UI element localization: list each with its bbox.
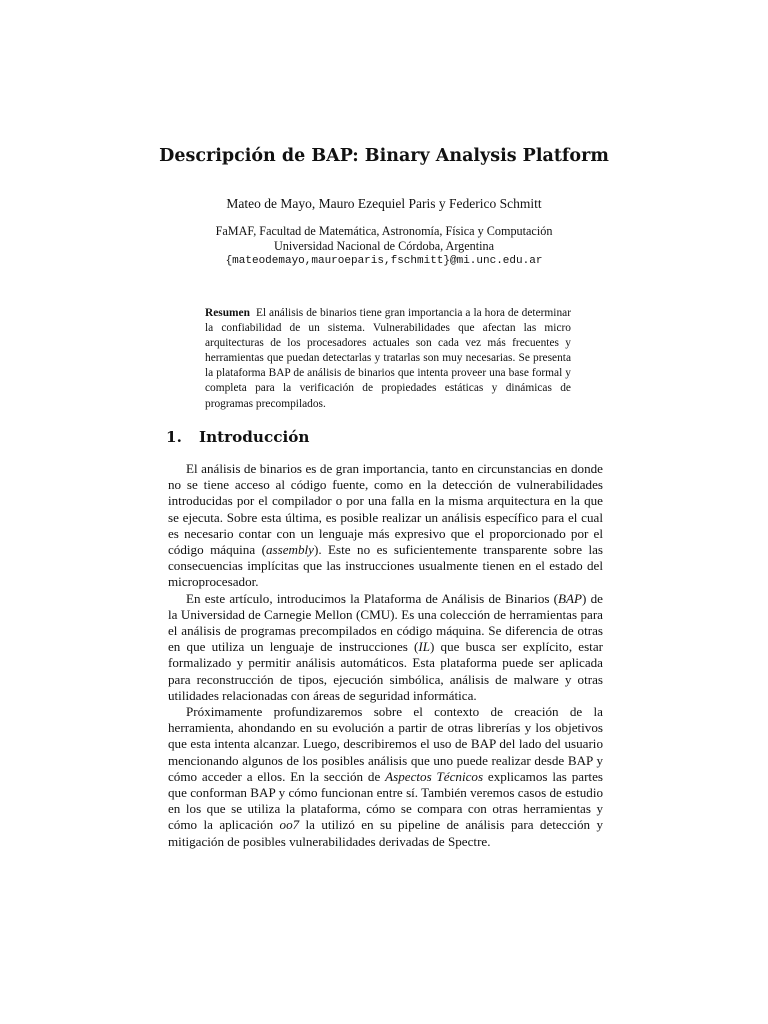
- paper-title: Descripción de BAP: Binary Analysis Platform: [159, 146, 609, 166]
- paragraph-text: explicamos las partes que conforman BAP y cómo funcionan entre sí. También veremos casos de estudio en los que se utiliza la plataforma, cómo se compara con otras herramientas y cómo la aplicación: [168, 768, 603, 833]
- affiliation-block: [0, 224, 768, 269]
- paragraph-text: ) que busca ser explícito, estar formalizado y permitir análisis automáticos. Esta plataforma puede ser aplicada para reconstrucción de tipos, ejecución simbólica, análisis de malware y otras utilidades relacionadas con áreas de seguridad informática.: [168, 639, 603, 703]
- paragraph-text: ) de la Universidad de Carnegie Mellon (CMU). Es una colección de herramientas para el análisis de programas precompilados en código máquina. Se diferencia de otras en que utiliza un lenguaje de instrucciones (: [168, 590, 603, 655]
- section-body: [168, 461, 603, 850]
- paragraph-2: [168, 591, 603, 704]
- paragraph-1: [168, 461, 603, 591]
- section-title: Introducción: [199, 428, 310, 446]
- emphasis-term: assembly: [265, 542, 314, 558]
- abstract-label: Resumen: [205, 307, 250, 319]
- paragraph-text: El análisis de binarios es de gran importancia, tanto en circunstancias en donde no se tiene acceso al código fuente, como en la detección de vulnerabilidades introducidas por el compilador o por una falla en la misma arquitectura en la que se ejecuta. Sobre esta última, es posible realizar un análisis específico para el cual es necesario contar con un lenguaje más expresivo que el proporcionado por el código máquina (: [168, 461, 603, 558]
- affiliation-line-university: Universidad Nacional de Córdoba, Argentina: [273, 239, 495, 253]
- abstract: [205, 306, 571, 412]
- affiliation-line-faculty: FaMAF, Facultad de Matemática, Astronomía, Física y Computación: [215, 224, 553, 238]
- section-number: 1.: [166, 428, 182, 446]
- paragraph-text: la utilizó en su pipeline de análisis para detección y mitigación de posibles vulnerabilidades derivadas de Spectre.: [168, 817, 603, 849]
- paragraph-text: En este artículo, introducimos la Plataforma de Análisis de Binarios (: [186, 590, 559, 606]
- abstract-text: El análisis de binarios tiene gran importancia a la hora de determinar la confiabilidad de un sistema. Vulnerabilidades que afectan las micro arquitecturas de los procesadores actuales son cada vez más frecuentes y herramientas que puedan detectarlas y tratarlas son muy necesarias. Se presenta la plataforma BAP de análisis de binarios que intenta proveer una base formal y completa para la verificación de propiedades estáticas y dinámicas de programas precompilados.: [205, 307, 572, 410]
- author-emails: {mateodemayo,mauroeparis,fschmitt}@mi.unc.edu.ar: [225, 255, 543, 267]
- emphasis-term: oo7: [279, 817, 300, 833]
- paragraph-text: Próximamente profundizaremos sobre el contexto de creación de la herramienta, ahondando en su evolución a partir de otras librerías y los objetivos que esta intenta alcanzar. Luego, describiremos el uso de BAP del lado del usuario mencionando algunos de los posibles análisis que uno puede realizar desde BAP y cómo acceder a ellos. En la sección de: [168, 704, 603, 784]
- section-heading: [166, 428, 309, 446]
- author-list: Mateo de Mayo, Mauro Ezequiel Paris y Federico Schmitt: [226, 196, 542, 211]
- paragraph-3: [168, 704, 603, 850]
- paragraph-text: ). Este no es suficientemente transparente sobre las consecuencias implícitas que las instrucciones usualmente tienen en el estado del microprocesador.: [168, 542, 603, 590]
- emphasis-term: BAP: [558, 590, 583, 606]
- emphasis-term: Aspectos Técnicos: [385, 768, 484, 784]
- emphasis-term: IL: [418, 639, 431, 655]
